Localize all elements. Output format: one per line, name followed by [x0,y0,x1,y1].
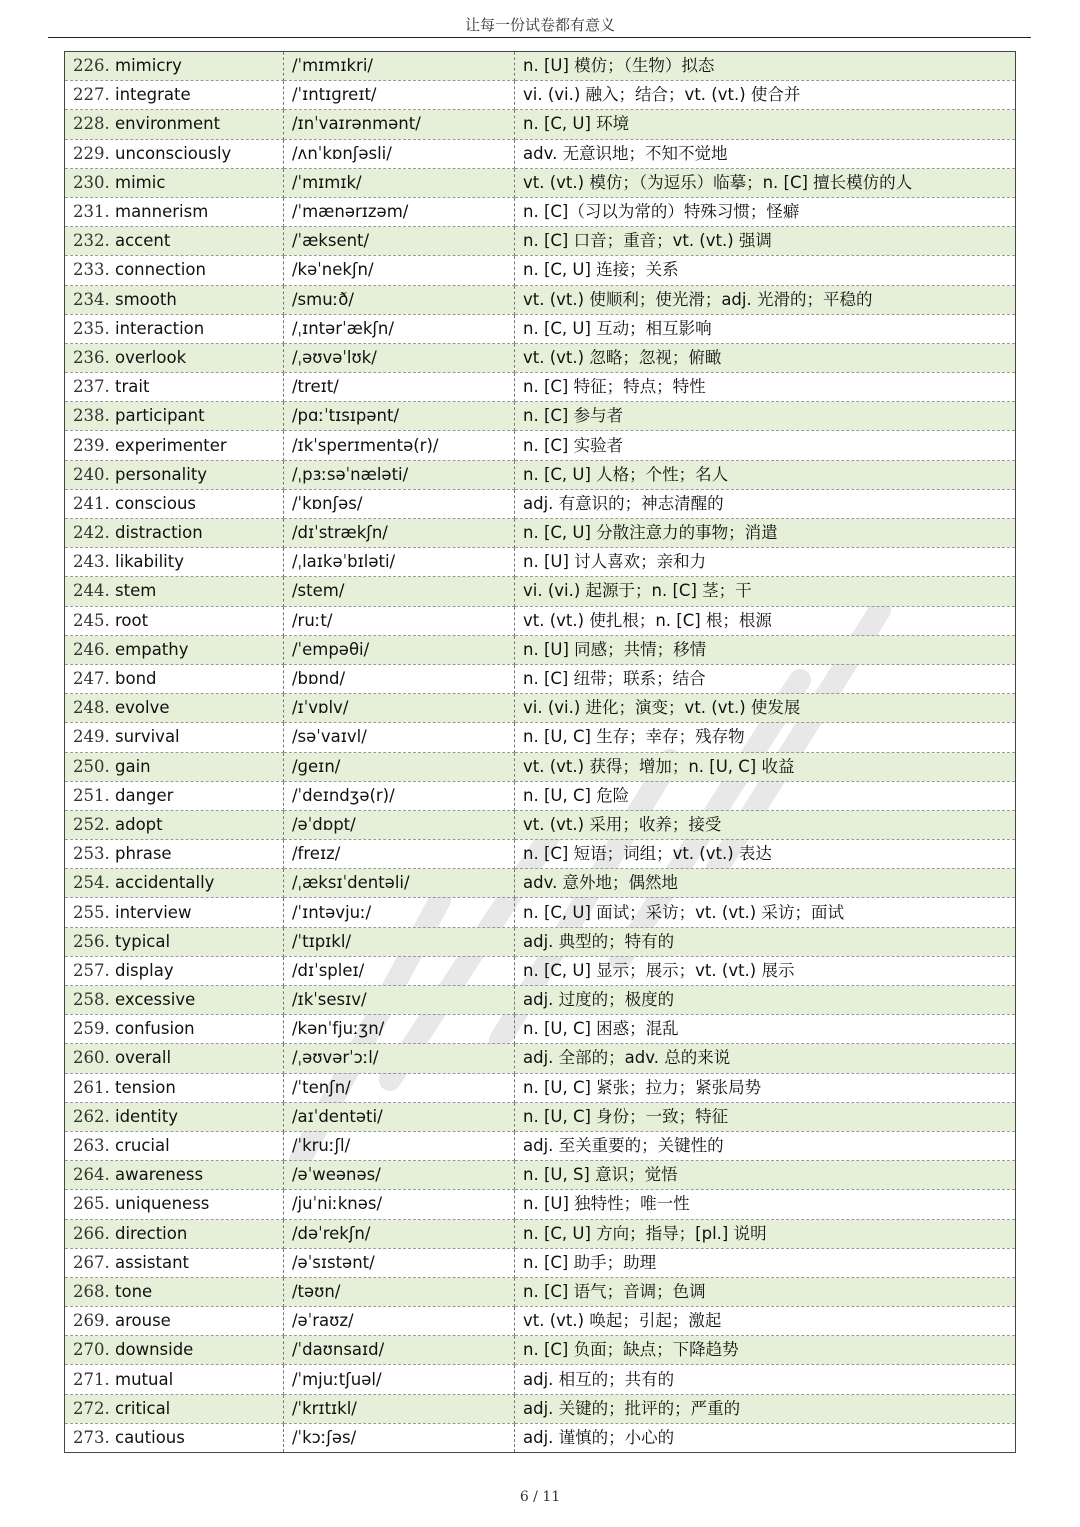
table-row [65,664,1016,693]
entry-word: tone [115,1281,153,1301]
word-cell [65,956,284,985]
meaning-cell: n. [C] 负面；缺点；下降趋势 [515,1336,1016,1365]
word-cell [65,489,284,518]
entry-number: 229. [73,143,110,163]
entry-word: excessive [115,990,196,1010]
entry-number: 268. [73,1281,110,1301]
word-cell [65,840,284,869]
word-cell [65,1190,284,1219]
entry-word: overall [115,1048,172,1068]
phonetic-cell: /ˈkɒnʃəs/ [284,489,515,518]
meaning-cell: adj. 有意识的；神志清醒的 [515,489,1016,518]
word-cell [65,1336,284,1365]
entry-number: 254. [73,873,110,893]
meaning-cell: adj. 过度的；极度的 [515,986,1016,1015]
table-row [65,1394,1016,1423]
word-cell [65,285,284,314]
meaning-cell: n. [C] 纽带；联系；结合 [515,664,1016,693]
entry-word: mimicry [115,56,182,76]
phonetic-cell: /kəˈnekʃn/ [284,256,515,285]
phonetic-cell: /ˌɪntərˈækʃn/ [284,314,515,343]
entry-word: smooth [115,289,177,309]
meaning-cell: n. [C] 参与者 [515,402,1016,431]
phonetic-cell: /ˌlaɪkəˈbɪləti/ [284,548,515,577]
meaning-cell: vt. (vt.) 模仿；（为逗乐）临摹；n. [C] 擅长模仿的人 [515,168,1016,197]
entry-word: crucial [115,1136,170,1156]
phonetic-cell: /ɡeɪn/ [284,752,515,781]
entry-number: 238. [73,406,110,426]
table-row [65,752,1016,781]
entry-number: 267. [73,1252,110,1272]
entry-word: survival [115,727,180,747]
phonetic-cell: /ˈmænərɪzəm/ [284,197,515,226]
entry-word: connection [115,260,206,280]
entry-word: assistant [115,1252,189,1272]
word-cell [65,664,284,693]
entry-number: 236. [73,347,110,367]
entry-number: 259. [73,1019,110,1039]
meaning-cell: adj. 相互的；共有的 [515,1365,1016,1394]
entry-word: integrate [115,85,191,105]
word-cell [65,227,284,256]
meaning-cell: adj. 至关重要的；关键性的 [515,1131,1016,1160]
entry-number: 232. [73,231,110,251]
table-row [65,1102,1016,1131]
entry-word: phrase [115,844,172,864]
entry-number: 260. [73,1048,110,1068]
table-row [65,548,1016,577]
phonetic-cell: /freɪz/ [284,840,515,869]
entry-number: 263. [73,1136,110,1156]
table-row [65,898,1016,927]
table-row [65,810,1016,839]
phonetic-cell: /ɪˈvɒlv/ [284,694,515,723]
meaning-cell: n. [C, U] 人格；个性；名人 [515,460,1016,489]
word-cell [65,168,284,197]
meaning-cell: n. [C, U] 互动；相互影响 [515,314,1016,343]
page-number: 6 / 11 [519,1489,561,1505]
word-cell [65,81,284,110]
word-cell [65,1131,284,1160]
table-row [65,460,1016,489]
meaning-cell: vi. (vi.) 起源于；n. [C] 茎；干 [515,577,1016,606]
meaning-cell: adv. 意外地；偶然地 [515,869,1016,898]
word-cell [65,343,284,372]
entry-number: 261. [73,1077,110,1097]
phonetic-cell: /ɪnˈvaɪrənmənt/ [284,110,515,139]
table-row [65,577,1016,606]
phonetic-cell: /ˈæksent/ [284,227,515,256]
meaning-cell: n. [U, S] 意识；觉悟 [515,1161,1016,1190]
phonetic-cell: /ˌæksɪˈdentəli/ [284,869,515,898]
table-row [65,1044,1016,1073]
meaning-cell: vt. (vt.) 采用；收养；接受 [515,810,1016,839]
entry-number: 228. [73,114,110,134]
word-cell [65,1073,284,1102]
phonetic-cell: /əˈweənəs/ [284,1161,515,1190]
word-cell [65,635,284,664]
entry-number: 270. [73,1340,110,1360]
entry-number: 269. [73,1311,110,1331]
table-row [65,343,1016,372]
phonetic-cell: /ˌəʊvərˈɔːl/ [284,1044,515,1073]
entry-word: empathy [115,639,189,659]
meaning-cell: n. [U] 讨人喜欢；亲和力 [515,548,1016,577]
entry-number: 241. [73,493,110,513]
word-cell [65,927,284,956]
entry-word: experimenter [115,435,227,455]
phonetic-cell: /bɒnd/ [284,664,515,693]
table-row [65,314,1016,343]
meaning-cell: n. [U] 同感；共情；移情 [515,635,1016,664]
meaning-cell: n. [C, U] 方向；指导；[pl.] 说明 [515,1219,1016,1248]
table-row [65,52,1016,81]
meaning-cell: n. [C, U] 环境 [515,110,1016,139]
word-cell [65,869,284,898]
entry-word: mannerism [115,202,209,222]
table-row [65,519,1016,548]
phonetic-cell: /ˈmɪmɪk/ [284,168,515,197]
table-row [65,431,1016,460]
meaning-cell: n. [C, U] 显示；展示；vt. (vt.) 展示 [515,956,1016,985]
table-row [65,373,1016,402]
entry-number: 265. [73,1194,110,1214]
entry-number: 231. [73,202,110,222]
table-row [65,927,1016,956]
word-cell [65,577,284,606]
entry-word: unconsciously [115,143,232,163]
word-cell [65,402,284,431]
entry-word: stem [115,581,157,601]
meaning-cell: n. [U, C] 紧张；拉力；紧张局势 [515,1073,1016,1102]
entry-number: 243. [73,552,110,572]
phonetic-cell: /treɪt/ [284,373,515,402]
meaning-cell: n. [C, U] 连接；关系 [515,256,1016,285]
table-row [65,869,1016,898]
entry-number: 226. [73,56,110,76]
entry-number: 244. [73,581,110,601]
entry-number: 271. [73,1369,110,1389]
word-cell [65,139,284,168]
table-row [65,110,1016,139]
word-cell [65,723,284,752]
phonetic-cell: /əˈdɒpt/ [284,810,515,839]
meaning-cell: n. [C] 口音；重音；vt. (vt.) 强调 [515,227,1016,256]
phonetic-cell: /ɪkˈsperɪmentə(r)/ [284,431,515,460]
table-row [65,168,1016,197]
table-row [65,956,1016,985]
entry-word: interaction [115,318,205,338]
word-cell [65,1219,284,1248]
entry-word: display [115,960,174,980]
phonetic-cell: /ˈmɪmɪkri/ [284,52,515,81]
word-cell [65,781,284,810]
entry-word: evolve [115,698,170,718]
entry-number: 273. [73,1427,110,1447]
entry-number: 249. [73,727,110,747]
meaning-cell: n. [U, C] 困惑；混乱 [515,1015,1016,1044]
meaning-cell: vi. (vi.) 进化；演变；vt. (vt.) 使发展 [515,694,1016,723]
phonetic-cell: /ˈkrɪtɪkl/ [284,1394,515,1423]
entry-word: gain [115,756,151,776]
phonetic-cell: /dɪˈstrækʃn/ [284,519,515,548]
entry-number: 255. [73,902,110,922]
table-row [65,1219,1016,1248]
meaning-cell: n. [C] 特征；特点；特性 [515,373,1016,402]
word-cell [65,1307,284,1336]
entry-number: 258. [73,990,110,1010]
entry-word: personality [115,464,208,484]
entry-number: 252. [73,814,110,834]
entry-word: tension [115,1077,176,1097]
meaning-cell: adj. 关键的；批评的；严重的 [515,1394,1016,1423]
phonetic-cell: /kənˈfjuːʒn/ [284,1015,515,1044]
phonetic-cell: /ˈdeɪndʒə(r)/ [284,781,515,810]
table-row [65,1073,1016,1102]
entry-number: 266. [73,1223,110,1243]
word-cell [65,431,284,460]
table-row [65,986,1016,1015]
entry-number: 246. [73,639,110,659]
entry-word: downside [115,1340,194,1360]
entry-word: distraction [115,523,203,543]
entry-word: environment [115,114,221,134]
table-row [65,1161,1016,1190]
meaning-cell: n. [C, U] 分散注意力的事物；消遣 [515,519,1016,548]
word-cell [65,548,284,577]
meaning-cell: n. [C] 短语；词组；vt. (vt.) 表达 [515,840,1016,869]
word-cell [65,1248,284,1277]
header-divider [48,37,1031,38]
word-cell [65,460,284,489]
entry-word: critical [115,1398,171,1418]
table-row [65,1131,1016,1160]
entry-number: 257. [73,960,110,980]
entry-word: typical [115,931,171,951]
word-cell [65,1161,284,1190]
word-cell [65,1277,284,1306]
entry-word: trait [115,377,150,397]
phonetic-cell: /ruːt/ [284,606,515,635]
entry-word: accidentally [115,873,215,893]
table-row [65,1423,1016,1452]
phonetic-cell: /ɪkˈsesɪv/ [284,986,515,1015]
meaning-cell: vt. (vt.) 唤起；引起；激起 [515,1307,1016,1336]
entry-number: 250. [73,756,110,776]
meaning-cell: n. [U, C] 危险 [515,781,1016,810]
table-row [65,840,1016,869]
phonetic-cell: /ˈtɪpɪkl/ [284,927,515,956]
phonetic-cell: /ˈempəθi/ [284,635,515,664]
word-cell [65,314,284,343]
table-row [65,1190,1016,1219]
entry-number: 251. [73,785,110,805]
entry-number: 227. [73,85,110,105]
meaning-cell: n. [C]（习以为常的）特殊习惯；怪癖 [515,197,1016,226]
phonetic-cell: /stem/ [284,577,515,606]
entry-number: 230. [73,172,110,192]
meaning-cell: vt. (vt.) 使顺利；使光滑；adj. 光滑的；平稳的 [515,285,1016,314]
table-row [65,489,1016,518]
phonetic-cell: /ˈtenʃn/ [284,1073,515,1102]
table-row [65,1277,1016,1306]
phonetic-cell: /səˈvaɪvl/ [284,723,515,752]
meaning-cell: adj. 全部的；adv. 总的来说 [515,1044,1016,1073]
table-row [65,694,1016,723]
table-row [65,402,1016,431]
entry-word: arouse [115,1311,171,1331]
phonetic-cell: /aɪˈdentəti/ [284,1102,515,1131]
meaning-cell: adj. 谨慎的；小心的 [515,1423,1016,1452]
entry-word: likability [115,552,185,572]
word-cell [65,256,284,285]
page-header-title: 让每一份试卷都有意义 [464,16,615,34]
phonetic-cell: /pɑːˈtɪsɪpənt/ [284,402,515,431]
entry-word: conscious [115,493,197,513]
entry-word: identity [115,1106,178,1126]
table-row [65,723,1016,752]
word-cell [65,898,284,927]
word-cell [65,986,284,1015]
word-cell [65,519,284,548]
meaning-cell: n. [U] 独特性；唯一性 [515,1190,1016,1219]
meaning-cell: n. [U, C] 身份；一致；特征 [515,1102,1016,1131]
entry-word: danger [115,785,174,805]
entry-number: 262. [73,1106,110,1126]
phonetic-cell: /juˈniːknəs/ [284,1190,515,1219]
table-row [65,256,1016,285]
table-row [65,1015,1016,1044]
word-cell [65,373,284,402]
table-row [65,81,1016,110]
table-row [65,1336,1016,1365]
table-row [65,139,1016,168]
meaning-cell: n. [C, U] 面试；采访；vt. (vt.) 采访；面试 [515,898,1016,927]
table-row [65,1365,1016,1394]
word-cell [65,1365,284,1394]
phonetic-cell: /dəˈrekʃn/ [284,1219,515,1248]
table-row [65,197,1016,226]
word-cell [65,1102,284,1131]
phonetic-cell: /ˈɪntəvjuː/ [284,898,515,927]
entry-number: 272. [73,1398,110,1418]
meaning-cell: n. [U, C] 生存；幸存；残存物 [515,723,1016,752]
phonetic-cell: /ˈkɔːʃəs/ [284,1423,515,1452]
phonetic-cell: /smuːð/ [284,285,515,314]
meaning-cell: n. [C] 实验者 [515,431,1016,460]
entry-number: 264. [73,1165,110,1185]
phonetic-cell: /ˌəʊvəˈlʊk/ [284,343,515,372]
word-cell [65,1394,284,1423]
entry-word: root [115,610,149,630]
table-row [65,606,1016,635]
entry-word: cautious [115,1427,185,1447]
meaning-cell: vt. (vt.) 使扎根；n. [C] 根；根源 [515,606,1016,635]
table-row [65,781,1016,810]
entry-number: 239. [73,435,110,455]
entry-word: mutual [115,1369,174,1389]
word-cell [65,197,284,226]
vocabulary-table [64,51,1016,1453]
phonetic-cell: /ˌpɜːsəˈnæləti/ [284,460,515,489]
entry-word: bond [115,669,157,689]
word-cell [65,1423,284,1452]
entry-number: 240. [73,464,110,484]
word-cell [65,1015,284,1044]
entry-number: 237. [73,377,110,397]
meaning-cell: adj. 典型的；特有的 [515,927,1016,956]
phonetic-cell: /təʊn/ [284,1277,515,1306]
entry-number: 256. [73,931,110,951]
entry-word: awareness [115,1165,204,1185]
entry-number: 234. [73,289,110,309]
entry-word: interview [115,902,192,922]
entry-word: participant [115,406,205,426]
entry-number: 248. [73,698,110,718]
meaning-cell: n. [C] 助手；助理 [515,1248,1016,1277]
entry-number: 233. [73,260,110,280]
phonetic-cell: /dɪˈspleɪ/ [284,956,515,985]
entry-word: accent [115,231,171,251]
entry-number: 247. [73,669,110,689]
entry-word: mimic [115,172,166,192]
table-row [65,635,1016,664]
entry-word: uniqueness [115,1194,210,1214]
phonetic-cell: /ʌnˈkɒnʃəsli/ [284,139,515,168]
table-row [65,1248,1016,1277]
word-cell [65,1044,284,1073]
entry-number: 242. [73,523,110,543]
meaning-cell: vi. (vi.) 融入；结合；vt. (vt.) 使合并 [515,81,1016,110]
phonetic-cell: /ˈkruːʃl/ [284,1131,515,1160]
word-cell [65,606,284,635]
meaning-cell: n. [C] 语气；音调；色调 [515,1277,1016,1306]
entry-number: 235. [73,318,110,338]
meaning-cell: vt. (vt.) 忽略；忽视；俯瞰 [515,343,1016,372]
meaning-cell: vt. (vt.) 获得；增加；n. [U, C] 收益 [515,752,1016,781]
meaning-cell: n. [U] 模仿；（生物）拟态 [515,52,1016,81]
phonetic-cell: /əˈraʊz/ [284,1307,515,1336]
entry-word: confusion [115,1019,195,1039]
table-row [65,285,1016,314]
entry-word: direction [115,1223,188,1243]
meaning-cell: adv. 无意识地；不知不觉地 [515,139,1016,168]
phonetic-cell: /ˈdaʊnsaɪd/ [284,1336,515,1365]
entry-number: 245. [73,610,110,630]
table-row [65,1307,1016,1336]
phonetic-cell: /ˈɪntɪɡreɪt/ [284,81,515,110]
word-cell [65,810,284,839]
entry-number: 253. [73,844,110,864]
entry-word: overlook [115,347,187,367]
phonetic-cell: /ˈmjuːtʃuəl/ [284,1365,515,1394]
entry-word: adopt [115,814,163,834]
word-cell [65,694,284,723]
phonetic-cell: /əˈsɪstənt/ [284,1248,515,1277]
word-cell [65,752,284,781]
word-cell [65,110,284,139]
word-cell [65,52,284,81]
table-row [65,227,1016,256]
